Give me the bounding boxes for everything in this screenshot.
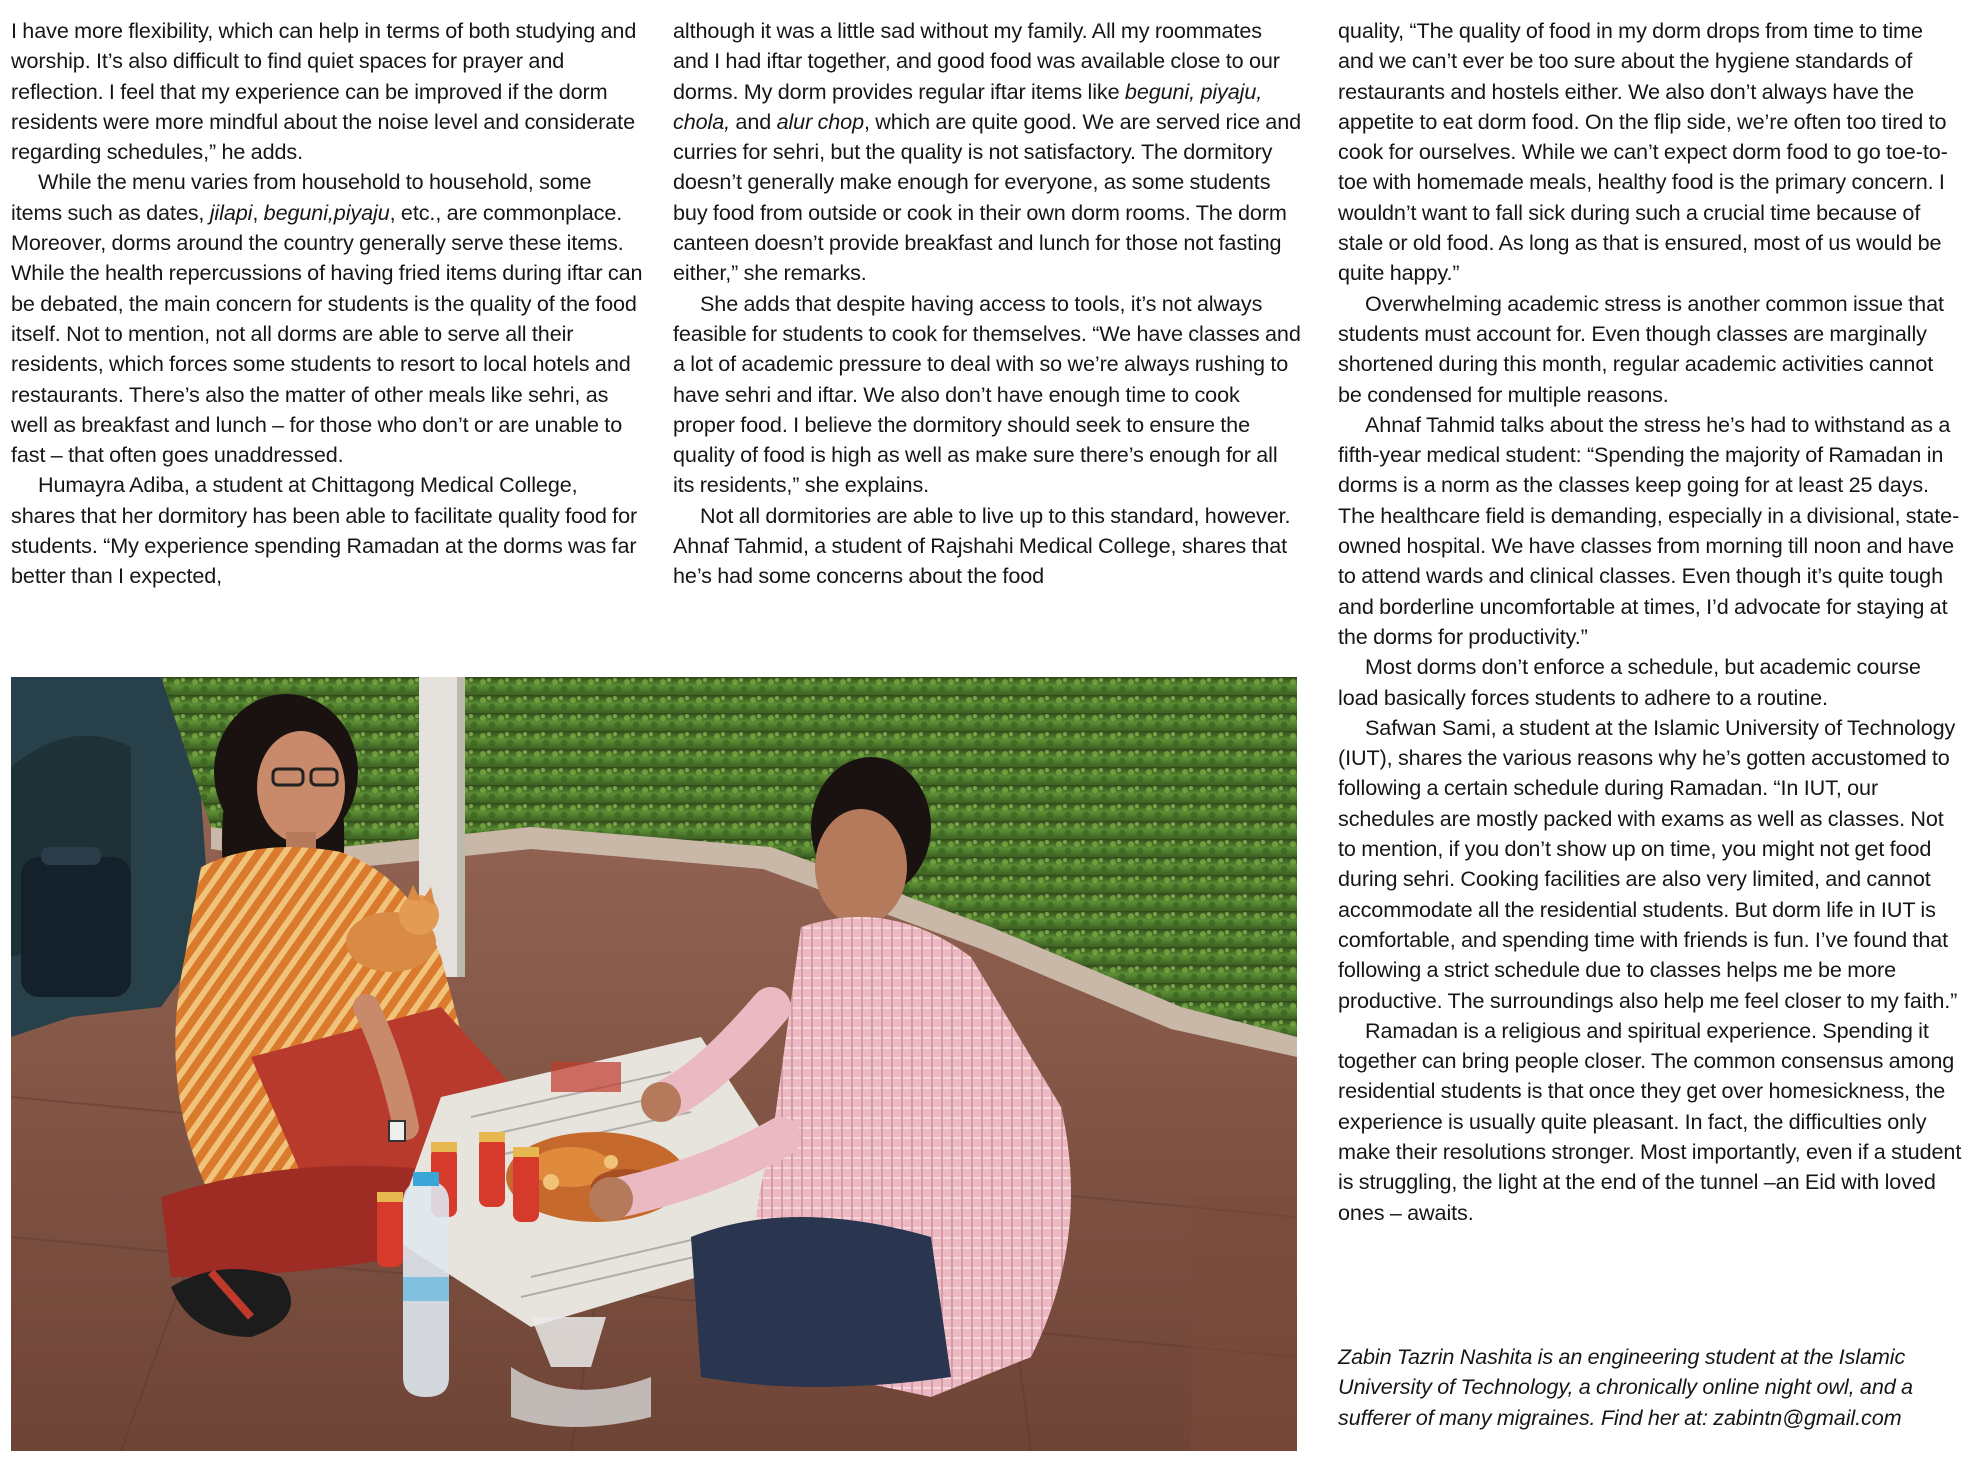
article-paragraph xyxy=(1338,1016,1962,1228)
article-paragraph xyxy=(1338,16,1962,289)
text-run: , which are quite good. We are served rice and curries for sehri, but the quality is not satisfactory. The dormitory doesn’t generally make enough for everyone, as some students buy food from outside or cook in their own dorm rooms. The dorm canteen doesn’t provide breakfast and lunch for those not fasting either,” she remarks. xyxy=(673,108,1302,286)
italic-term: beguni, piyaju, chola, xyxy=(673,78,1263,134)
article-paragraph xyxy=(1338,652,1962,713)
article-column-2 xyxy=(673,16,1303,592)
article-paragraph xyxy=(11,16,645,167)
article-column-1 xyxy=(11,16,645,592)
text-run: Humayra Adiba, a student at Chittagong Medical College, shares that her dormitory has been able to facilitate quality food for students. “My experience spending Ramadan at the dorms was far better than I expected, xyxy=(11,472,638,589)
text-run: , etc., are commonplace. Moreover, dorms around the country generally serve these items. While the health repercussions of having fried items during iftar can be debated, the main concern for students is the quality of the food itself. Not to mention, not all dorms are able to serve all their residents, which forces some students to resort to local hotels and restaurants. There’s also the matter of other meals like sehri, as well as breakfast and lunch – for those who don’t or are unable to fast – that often goes unaddressed. xyxy=(11,199,643,468)
text-run: Not all dormitories are able to live up to this standard, however. Ahnaf Tahmid, a student of Rajshahi Medical College, shares that he’s had some concerns about the food xyxy=(673,502,1291,589)
article-column-3 xyxy=(1338,16,1962,1228)
text-run: Ramadan is a religious and spiritual experience. Spending it together can bring people closer. The common consensus among residential students is that once they get over homesickness, the experience is usually quite pleasant. In fact, the difficulties only make their resolutions stronger. Most importantly, even if a student is struggling, the light at the end of the tunnel –an Eid with loved ones – awaits. xyxy=(1338,1017,1962,1225)
text-run: Most dorms don’t enforce a schedule, but academic course load basically forces students to adhere to a routine. xyxy=(1338,654,1921,710)
article-paragraph xyxy=(1338,410,1962,652)
author-bio: Zabin Tazrin Nashita is an engineering student at the Islamic University of Technology, a chronically online night owl, and a sufferer of many migraines. Find her at: zabintn@gmail.com xyxy=(1338,1344,1913,1430)
italic-term: jilapi xyxy=(209,199,253,225)
text-run: I have more flexibility, which can help in terms of both studying and worship. It’s also difficult to find quiet spaces for prayer and reflection. I feel that my experience can be improved if the dorm residents were more mindful about the noise level and considerate regarding schedules,” he adds. xyxy=(11,18,637,165)
article-paragraph xyxy=(673,501,1303,592)
article-paragraph xyxy=(11,167,645,470)
article-paragraph xyxy=(1338,289,1962,410)
article-paragraph xyxy=(673,289,1303,501)
iftar-photo-illustration xyxy=(11,677,1297,1451)
text-run: While the menu varies from household to household, some items such as dates, xyxy=(11,169,592,225)
text-run: Overwhelming academic stress is another common issue that students must account for. Even though classes are marginally shortened during this month, regular academic activities cannot be condensed for multiple reasons. xyxy=(1338,290,1944,407)
italic-term: alur chop xyxy=(776,108,864,134)
text-run: Ahnaf Tahmid talks about the stress he’s had to withstand as a fifth-year medical student: “Spending the majority of Ramadan in dorms is a norm as the classes keep going for at least 25 days. The healthcare field is demanding, especially in a divisional, state-owned hospital. We have classes from morning till noon and have to attend wards and clinical classes. Even though it’s quite tough and borderline uncomfortable at times, I’d advocate for staying at the dorms for productivity.” xyxy=(1338,411,1960,649)
iftar-photo xyxy=(11,677,1297,1451)
text-run: , xyxy=(252,199,264,225)
text-run: quality, “The quality of food in my dorm drops from time to time and we can’t ever be too sure about the hygiene standards of restaurants and hostels either. We also don’t always have the appetite to eat dorm food. On the flip side, we’re often too tired to cook for ourselves. While we can’t expect dorm food to go toe-to-toe with homemade meals, healthy food is the primary concern. I wouldn’t want to fall sick during such a crucial time because of stale or old food. As long as that is ensured, most of us would be quite happy.” xyxy=(1338,18,1948,286)
article-paragraph xyxy=(1338,713,1962,1016)
text-run: although it was a little sad without my family. All my roommates and I had iftar together, and good food was available close to our dorms. My dorm provides regular iftar items like xyxy=(673,18,1280,104)
italic-term: beguni,piyaju xyxy=(263,199,390,225)
text-run: She adds that despite having access to tools, it’s not always feasible for students to cook for themselves. “We have classes and a lot of academic pressure to deal with so we’re always rushing to have sehri and iftar. We also don’t have enough time to cook proper food. I believe the dormitory should seek to ensure the quality of food is high as well as make sure there’s enough for all its residents,” she explains. xyxy=(673,290,1301,498)
article-paragraph xyxy=(673,16,1303,289)
text-run: Safwan Sami, a student at the Islamic University of Technology (IUT), shares the various reasons why he’s gotten accustomed to following a certain schedule during Ramadan. “In IUT, our schedules are mostly packed with exams as well as classes. Not to mention, if you don’t show up on time, you might not get food during sehri. Cooking facilities are also very limited, and cannot accommodate all the residential students. But dorm life in IUT is comfortable, and spending time with friends is fun. I’ve found that following a strict schedule due to classes helps me be more productive. The surroundings also help me feel closer to my faith.” xyxy=(1338,714,1958,1013)
article-paragraph xyxy=(11,470,645,591)
text-run: and xyxy=(730,108,777,134)
